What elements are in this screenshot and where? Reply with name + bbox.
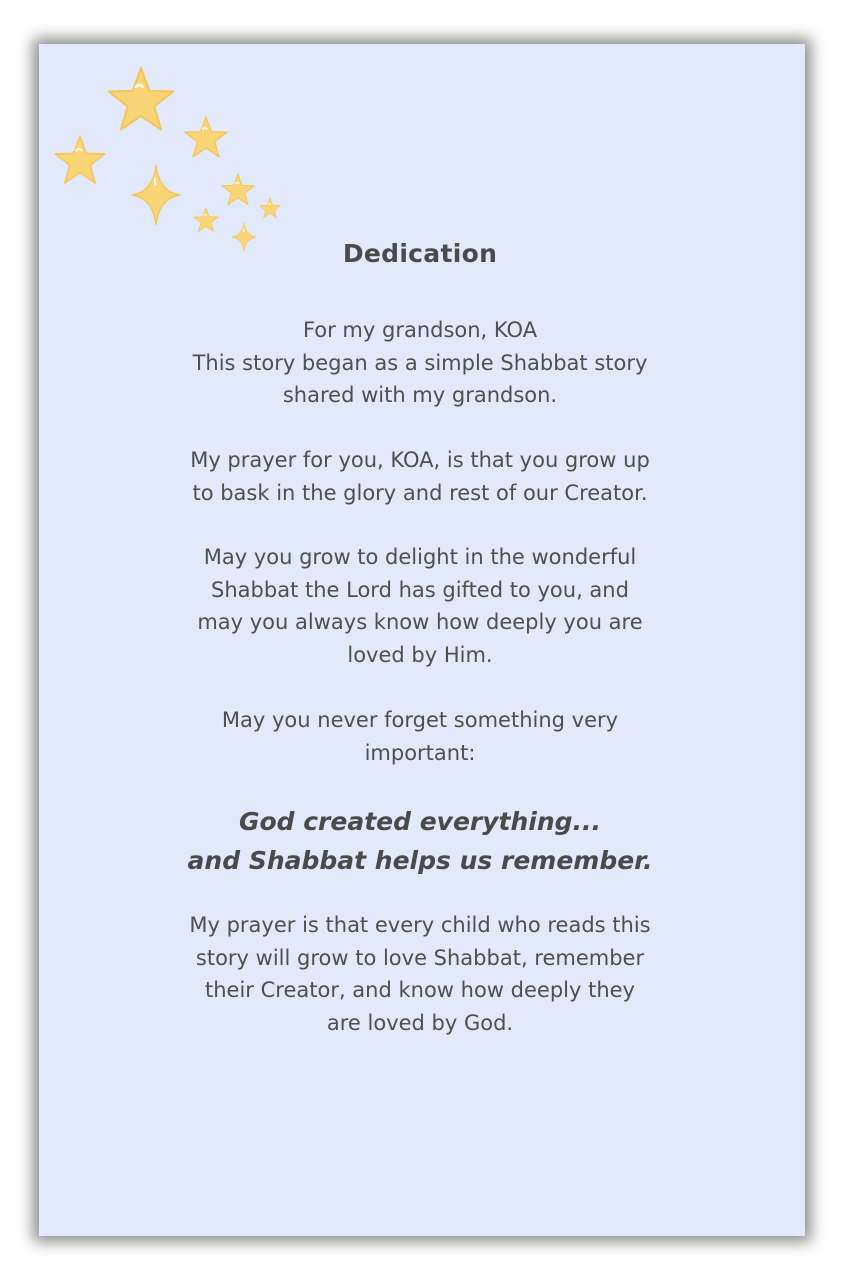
text-line: For my grandson, KOA xyxy=(302,318,538,342)
paragraph-remember xyxy=(39,704,801,769)
star-icon xyxy=(185,117,227,157)
star-icon xyxy=(194,208,219,232)
motto-line: and Shabbat helps us remember. xyxy=(187,846,653,875)
text-line: to bask in the glory and rest of our Creator. xyxy=(192,480,648,505)
star-icon xyxy=(222,174,254,205)
text-line: are loved by God. xyxy=(326,1010,514,1035)
text-line: May you grow to delight in the wonderful xyxy=(203,545,637,569)
dedication-page xyxy=(39,44,805,1236)
motto-quote xyxy=(39,802,801,880)
text-line: their Creator, and know how deeply they xyxy=(205,978,635,1002)
page-title: Dedication xyxy=(342,239,498,268)
text-line: may you always know how deeply you are xyxy=(197,610,643,634)
text-line: shared with my grandson. xyxy=(282,383,558,407)
text-line: Shabbat the Lord has gifted to you, and xyxy=(211,577,629,602)
paragraph-closing xyxy=(39,909,801,1039)
paragraph-intro xyxy=(39,314,801,412)
star-icon xyxy=(260,198,281,218)
text-line: This story began as a simple Shabbat story xyxy=(192,350,648,375)
paragraph-prayer xyxy=(39,444,801,509)
paragraph-delight xyxy=(39,541,801,671)
motto-line: God created everything... xyxy=(238,807,602,836)
star-icon xyxy=(109,68,174,130)
text-line: My prayer is that every child who reads this xyxy=(189,913,651,937)
star-icon xyxy=(132,165,180,225)
text-line: loved by Him. xyxy=(347,642,493,667)
text-line: important: xyxy=(364,740,476,765)
text-line: My prayer for you, KOA, is that you grow up xyxy=(190,448,650,472)
star-icon xyxy=(55,136,104,183)
text-line: story will grow to love Shabbat, remember xyxy=(195,945,645,970)
text-line: May you never forget something very xyxy=(221,708,619,732)
